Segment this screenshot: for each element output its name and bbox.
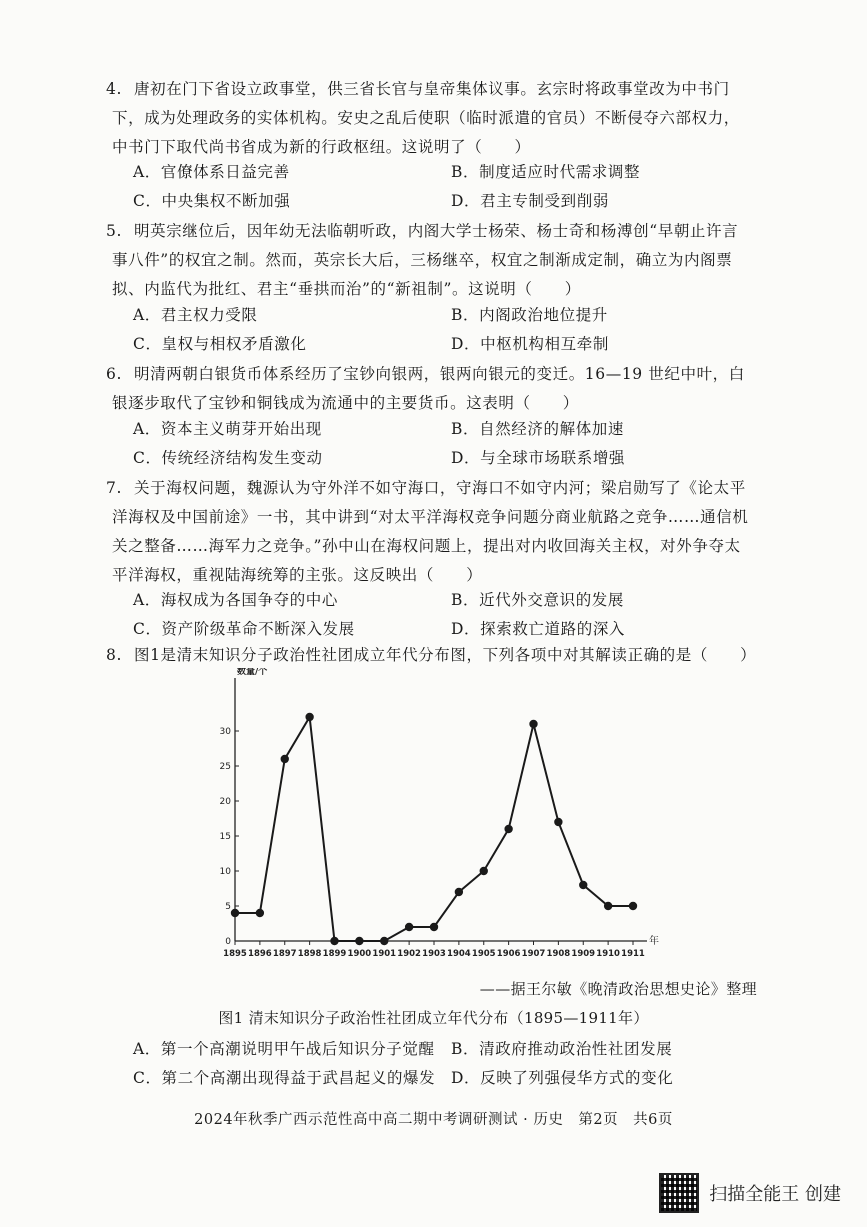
option-b[interactable]: B．制度适应时代需求调整 [451,163,641,181]
question-4 [106,75,752,162]
series-line [235,717,633,941]
watermark-text: 扫描全能王 创建 [709,1184,841,1205]
option-d[interactable]: D．与全球市场联系增强 [451,449,626,467]
x-tick-label: 1898 [297,949,322,959]
y-tick-label: 15 [219,832,231,842]
question-text: 明清两朝白银货币体系经历了宝钞向银两，银两向银元的变迁。16—19 世纪中叶，白银逐步取代了宝钞和铜钱成为流通中的主要货币。这表明（ ） [112,365,745,412]
option-b[interactable]: B．自然经济的解体加速 [451,420,624,438]
option-a[interactable]: A．资本主义萌芽开始出现 [133,420,322,438]
data-point [554,818,562,826]
x-tick-label: 1905 [471,949,496,959]
y-tick-label: 25 [219,762,231,772]
data-point [629,902,637,910]
x-tick-label: 1904 [447,949,471,959]
option-b[interactable]: B．清政府推动政治性社团发展 [451,1040,673,1058]
x-axis-label: 年 [649,936,659,947]
source-note: ——据王尔敏《晚清政治思想史论》整理 [479,980,757,998]
line-chart [215,668,665,968]
data-point [579,881,587,889]
question-text: 唐初在门下省设立政事堂，供三省长官与皇帝集体议事。玄宗时将政事堂改为中书门下，成为处理政务的实体机构。安史之乱后使职（临时派遣的官员）不断侵夺六部权力，中书门下取代尚书省成为新的行政枢纽。这说明了（ ） [112,80,740,156]
data-point [604,902,612,910]
x-tick-label: 1909 [571,949,596,959]
question-number: 8. [106,646,122,664]
question-number: 4. [106,80,122,98]
y-tick-label: 20 [219,797,231,807]
y-tick-label: 30 [219,727,231,737]
option-d[interactable]: D．反映了列强侵华方式的变化 [451,1069,674,1087]
question-6 [106,360,752,418]
x-tick-label: 1911 [621,949,645,959]
x-tick-label: 1901 [372,949,397,959]
option-d[interactable]: D．君主专制受到削弱 [451,192,609,210]
data-point [231,909,239,917]
x-tick-label: 1907 [521,949,546,959]
option-c[interactable]: C．中央集权不断加强 [133,192,291,210]
x-tick-label: 1896 [248,949,272,959]
y-axis-label: 数量/个 [237,668,268,677]
data-point [529,720,537,728]
qr-code-icon [659,1173,699,1213]
x-tick-label: 1910 [596,949,620,959]
y-tick-label: 0 [225,937,231,947]
option-a[interactable]: A．君主权力受限 [133,306,258,324]
option-b[interactable]: B．内阁政治地位提升 [451,306,608,324]
question-text: 明英宗继位后，因年幼无法临朝听政，内阁大学士杨荣、杨士奇和杨溥创“早朝止许言事八件”的权宜之制。然而，英宗长大后，三杨继卒，权宜之制渐成定制，确立为内阁票拟、内监代为批红、君主“垂拱而治”的“新祖制”。这说明（ ） [112,222,739,298]
page-footer: 2024年秋季广西示范性高中高二期中考调研测试 · 历史 第2页 共6页 [194,1112,673,1128]
x-tick-label: 1906 [496,949,521,959]
question-number: 5. [106,222,122,240]
data-point [455,888,463,896]
figure-caption: 图1 清末知识分子政治性社团成立年代分布（1895—1911年） [218,1009,649,1027]
scanner-watermark [659,1173,841,1213]
option-a[interactable]: A．第一个高潮说明甲午战后知识分子觉醒 [133,1040,435,1058]
question-5 [106,217,752,304]
data-point [305,713,313,721]
x-tick-label: 1895 [223,949,247,959]
data-point [281,755,289,763]
x-tick-label: 1908 [546,949,571,959]
data-point [380,937,388,945]
x-tick-label: 1902 [397,949,421,959]
option-d[interactable]: D．中枢机构相互牵制 [451,335,609,353]
question-number: 7. [106,479,122,497]
option-c[interactable]: C．传统经济结构发生变动 [133,449,323,467]
x-tick-label: 1897 [272,949,297,959]
option-a[interactable]: A．海权成为各国争夺的中心 [133,591,338,609]
option-c[interactable]: C．皇权与相权矛盾激化 [133,335,307,353]
y-tick-label: 10 [219,867,231,877]
x-tick-label: 1899 [322,949,347,959]
data-point [480,867,488,875]
data-point [504,825,512,833]
option-c[interactable]: C．第二个高潮出现得益于武昌起义的爆发 [133,1069,436,1087]
option-a[interactable]: A．官僚体系日益完善 [133,163,290,181]
data-point [355,937,363,945]
question-number: 6. [106,365,122,383]
data-point [256,909,264,917]
x-tick-label: 1900 [347,949,372,959]
option-c[interactable]: C．资产阶级革命不断深入发展 [133,620,355,638]
data-point [405,923,413,931]
question-text: 关于海权问题，魏源认为守外洋不如守海口，守海口不如守内河；梁启勋写了《论太平洋海权及中国前途》一书，其中讲到“对太平洋海权竞争问题分商业航路之竞争……通信机关之整备……海军力之竞争。”孙中山在海权问题上，提出对内收回海关主权，对外争夺太平洋海权，重视陆海统筹的主张。这反映出（ ） [112,479,749,584]
y-tick-label: 5 [225,902,231,912]
x-tick-label: 1903 [422,949,446,959]
question-text: 图1是清末知识分子政治性社团成立年代分布图，下列各项中对其解读正确的是（ ） [134,646,757,664]
question-7 [106,474,752,590]
option-b[interactable]: B．近代外交意识的发展 [451,591,624,609]
data-point [430,923,438,931]
data-point [330,937,338,945]
option-d[interactable]: D．探索救亡道路的深入 [451,620,626,638]
question-8 [106,641,757,670]
